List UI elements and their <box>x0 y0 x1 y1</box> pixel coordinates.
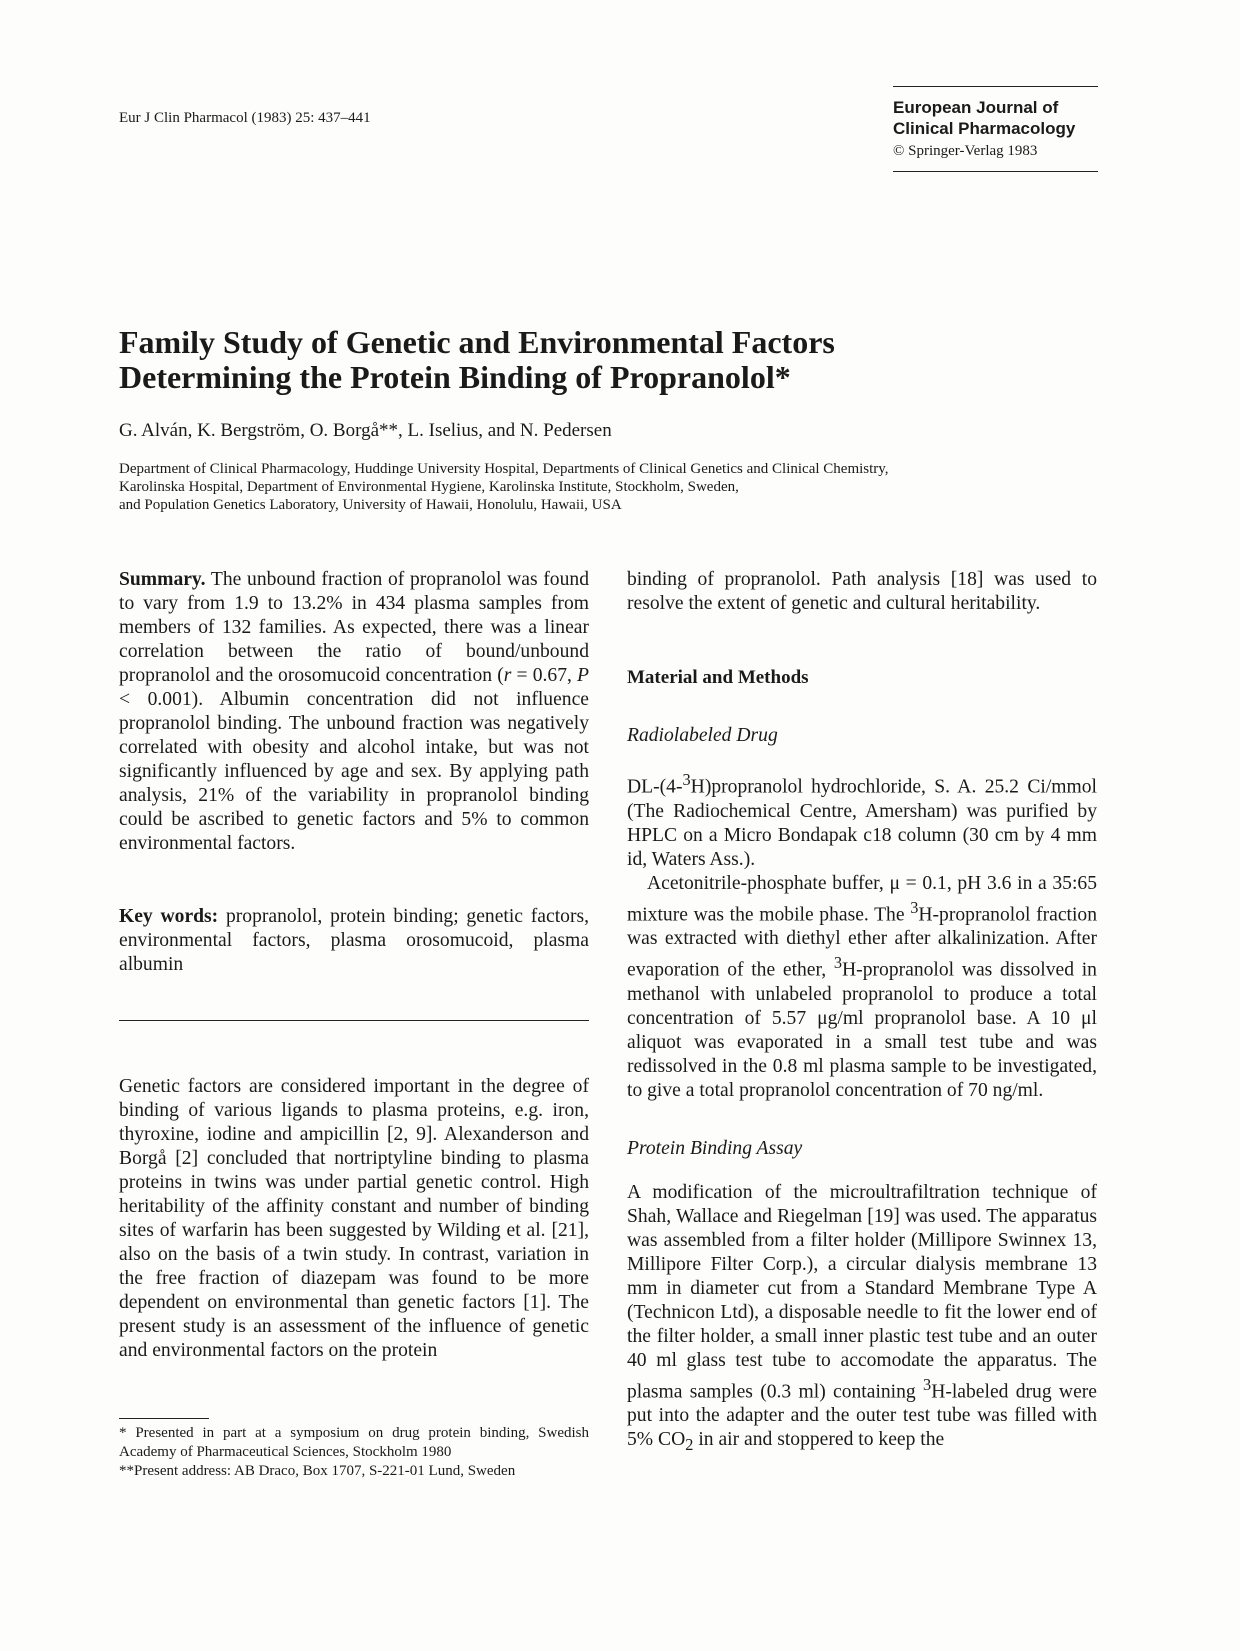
subheading-protein-binding-assay: Protein Binding Assay <box>627 1137 803 1159</box>
pb-p1-a: A modification of the microultrafiltration technique of Shah, Wallace and Riegelman [19] was used. The apparatus was assembled from a filter holder (Millipore Swinnex 13, Millipore Filter Corp.), a circular dialysis membrane 13 mm in diameter cut from a Standard Membrane Type A (Technicon Ltd), a disposable needle to fit the lower end of the filter holder, a small inner plastic test tube and an outer 40 ml glass test tube to accomodate the apparatus. The plasma samples (0.3 ml) containing <box>627 1181 1097 1403</box>
summary-text-1: The unbound fraction of propranolol was found to vary from 1.9 to 13.2% in 434 plasma samples from members of 132 families. As expected, there was a linear correlation between the ratio of bound/unbound propranolol and the orosomucoid concentration ( <box>119 569 589 686</box>
continued-paragraph: binding of propranolol. Path analysis [18] was used to resolve the extent of genetic and cultural heritability. <box>627 569 1097 614</box>
protein-binding-paragraph <box>627 1181 1097 1457</box>
footnote-2: **Present address: AB Draco, Box 1707, S-221-01 Lund, Sweden <box>119 1463 516 1479</box>
affiliation-line-1: Department of Clinical Pharmacology, Huddinge University Hospital, Departments of Clinical Genetics and Clinical Chemistry, <box>119 461 889 477</box>
introduction <box>119 1075 589 1363</box>
intro-paragraph: Genetic factors are considered important in the degree of binding of various ligands to plasma proteins, e.g. iron, thyroxine, iodine and ampicillin [2, 9]. Alexanderson and Borgå [2] concluded that nortriptyline binding to plasma proteins in twins was under partial genetic control. High heritability of the affinity constant and number of binding sites of warfarin has been suggested by Wilding et al. [21], also on the basis of a twin study. In contrast, variation in the free fraction of diazepam was found to be more dependent on environmental than genetic factors [1]. The present study is an assessment of the influence of genetic and environmental factors on the protein <box>119 1076 589 1361</box>
summary-r-var: r <box>503 665 512 686</box>
rl-p2-c: H-propranolol was dissolved in methanol with unlabeled propranolol to produce a total concentration of 5.57 μg/ml propranolol base. A 10 μl aliquot was evaporated in a small test tube and was redissolved in the 0.8 ml plasma sample to be investigated, to give a total propranolol concentration of 70 ng/ml. <box>627 959 1097 1101</box>
right-column <box>627 568 1097 1457</box>
footnotes <box>119 1424 589 1481</box>
pb-p1-c: in air and stoppered to keep the <box>693 1429 945 1451</box>
pb-p1-b: H-labeled drug were put into the adapter and the outer test tube was filled with 5% CO <box>627 1381 1097 1451</box>
article-title <box>119 325 1119 395</box>
affiliation-line-3: and Population Genetics Laboratory, University of Hawaii, Honolulu, Hawaii, USA <box>119 497 622 513</box>
journal-masthead <box>893 86 1098 172</box>
rl-p1-a: DL-(4- <box>627 776 683 798</box>
summary <box>119 568 589 856</box>
journal-citation: Eur J Clin Pharmacol (1983) 25: 437–441 <box>119 110 371 126</box>
subscript-2: 2 <box>685 1435 694 1455</box>
keywords-text: propranolol, protein binding; genetic factors, environmental factors, plasma orosomucoid, plasma albumin <box>119 906 589 975</box>
rl-p1-b: H)propranolol hydrochloride, S. A. 25.2 Ci/mmol (The Radiochemical Centre, Amersham) was purified by HPLC on a Micro Bondapak c18 column (30 cm by 4 mm id, Waters Ass.). <box>627 776 1097 870</box>
footnote-1: * Presented in part at a symposium on drug protein binding, Swedish Academy of Pharmaceutical Sciences, Stockholm 1980 <box>119 1425 589 1460</box>
summary-text-3: < 0.001). Albumin concentration did not influence propranolol binding. The unbound fraction was negatively correlated with obesity and alcohol intake, but was not significantly influenced by age and sex. By applying path analysis, 21% of the variability in propranolol binding could be ascribed to genetic factors and 5% to common environmental factors. <box>119 689 589 854</box>
superscript-3: 3 <box>910 897 919 917</box>
radiolabeled-paragraph-1 <box>627 768 1097 872</box>
affiliation-line-2: Karolinska Hospital, Department of Environmental Hygiene, Karolinska Institute, Stockholm, Sweden, <box>119 479 739 495</box>
journal-name-line1: European Journal of <box>893 98 1059 117</box>
section-divider <box>119 1020 589 1021</box>
journal-name-line2: Clinical Pharmacology <box>893 119 1076 138</box>
keywords-label: Key words: <box>119 906 219 927</box>
radiolabeled-paragraph-2 <box>627 872 1097 1103</box>
copyright: © Springer-Verlag 1983 <box>893 143 1038 159</box>
footnote-divider <box>119 1418 209 1419</box>
superscript-3: 3 <box>923 1374 932 1394</box>
summary-p-var: P <box>577 665 589 686</box>
keywords <box>119 905 589 977</box>
authors: G. Alván, K. Bergström, O. Borgå**, L. Iselius, and N. Pedersen <box>119 420 612 441</box>
subheading-radiolabeled-drug: Radiolabeled Drug <box>627 725 778 746</box>
superscript-3: 3 <box>682 770 691 789</box>
superscript-3: 3 <box>833 953 843 973</box>
title-line-2: Determining the Protein Binding of Propranolol* <box>119 359 791 395</box>
rl-p2-b: H-propranolol fraction was extracted with diethyl ether after alkalinization. After evaporation of the ether, <box>627 904 1098 981</box>
rl-p2-a: Acetonitrile-phosphate buffer, μ = 0.1, pH 3.6 in a 35:65 mixture was the mobile phase. The <box>627 872 1097 926</box>
affiliations <box>119 460 1129 514</box>
title-line-1: Family Study of Genetic and Environmental Factors <box>119 324 835 360</box>
section-heading-methods: Material and Methods <box>627 667 809 688</box>
summary-label: Summary. <box>119 569 206 590</box>
summary-text-2: = 0.67, <box>511 665 578 686</box>
